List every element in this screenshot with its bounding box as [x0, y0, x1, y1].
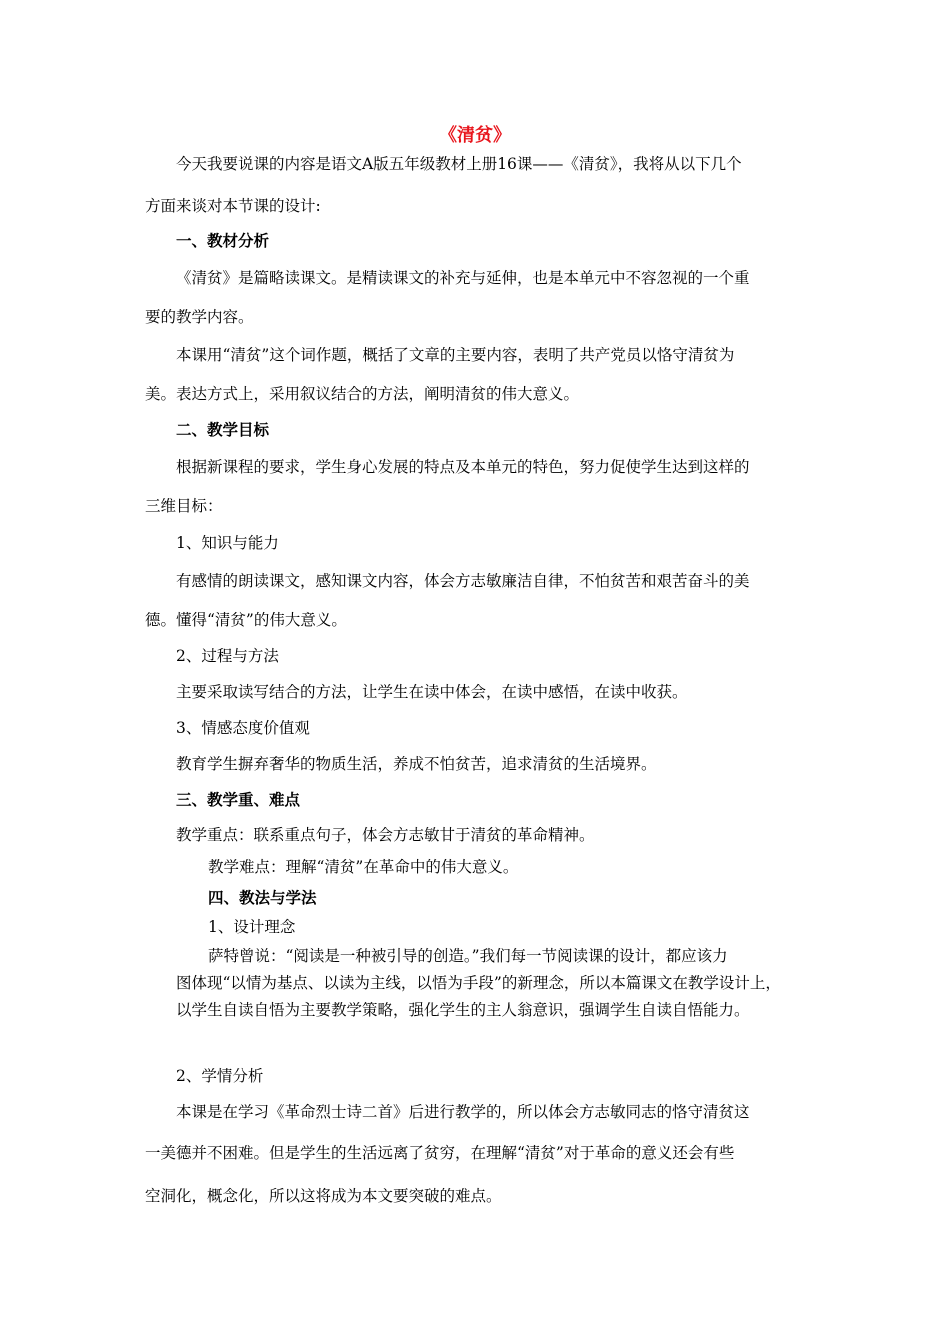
paragraph-line: 教育学生摒弃奢华的物质生活，养成不怕贫苦，追求清贫的生活境界。 [176, 755, 657, 773]
paragraph-line: 德。懂得“清贫”的伟大意义。 [145, 611, 347, 629]
intro-line-2: 方面来谈对本节课的设计: [145, 197, 321, 215]
paragraph-line: 本课用“清贫”这个词作题，概括了文章的主要内容，表明了共产党员以恪守清贫为 [176, 346, 735, 364]
paragraph-line: 美。表达方式上，采用叙议结合的方法，阐明清贫的伟大意义。 [145, 385, 580, 403]
paragraph-line: 一美德并不困难。但是学生的生活远离了贫穷，在理解“清贫”对于革命的意义还会有些 [145, 1144, 735, 1162]
paragraph-line: 以学生自读自悟为主要教学策略，强化学生的主人翁意识，强调学生自读自悟能力。 [176, 1001, 750, 1019]
subheading: 2、过程与方法 [176, 647, 279, 665]
section-heading-teaching-goals: 二、教学目标 [176, 421, 270, 439]
paragraph-line: 图体现“以情为基点、以读为主线，以悟为手段”的新理念，所以本篇课文在教学设计上， [176, 974, 781, 992]
subheading: 3、情感态度价值观 [176, 719, 310, 737]
paragraph-line: 三维目标： [145, 497, 223, 515]
paragraph-line: 有感情的朗读课文，感知课文内容，体会方志敏廉洁自律，不怕贫苦和艰苦奋斗的美 [176, 572, 750, 590]
paragraph-line: 《清贫》是篇略读课文。是精读课文的补充与延伸，也是本单元中不容忽视的一个重 [176, 269, 750, 287]
section-heading-key-points: 三、教学重、难点 [176, 791, 301, 809]
document-title: 《清贫》 [439, 125, 511, 146]
difficulty-line: 教学难点：理解“清贫”在革命中的伟大意义。 [208, 858, 519, 876]
intro-line-1: 今天我要说课的内容是语文A版五年级教材上册16课——《清贫》，我将从以下几个 [176, 155, 742, 173]
paragraph-line: 要的教学内容。 [145, 308, 254, 326]
paragraph-line: 萨特曾说：“阅读是一种被引导的创造。”我们每一节阅读课的设计，都应该力 [208, 947, 728, 965]
subheading: 1、设计理念 [208, 918, 296, 936]
paragraph-line: 主要采取读写结合的方法，让学生在读中体会，在读中感悟，在读中收获。 [176, 683, 688, 701]
subheading: 2、学情分析 [176, 1067, 264, 1085]
paragraph-line: 空洞化，概念化，所以这将成为本文要突破的难点。 [145, 1187, 502, 1205]
section-heading-methods: 四、教法与学法 [208, 889, 317, 907]
section-heading-textbook-analysis: 一、教材分析 [176, 232, 270, 250]
paragraph-line: 根据新课程的要求，学生身心发展的特点及本单元的特色，努力促使学生达到这样的 [176, 458, 750, 476]
paragraph-line: 本课是在学习《革命烈士诗二首》后进行教学的，所以体会方志敏同志的恪守清贫这 [176, 1103, 750, 1121]
key-point-line: 教学重点：联系重点句子，体会方志敏甘于清贫的革命精神。 [176, 826, 595, 844]
subheading: 1、知识与能力 [176, 534, 279, 552]
